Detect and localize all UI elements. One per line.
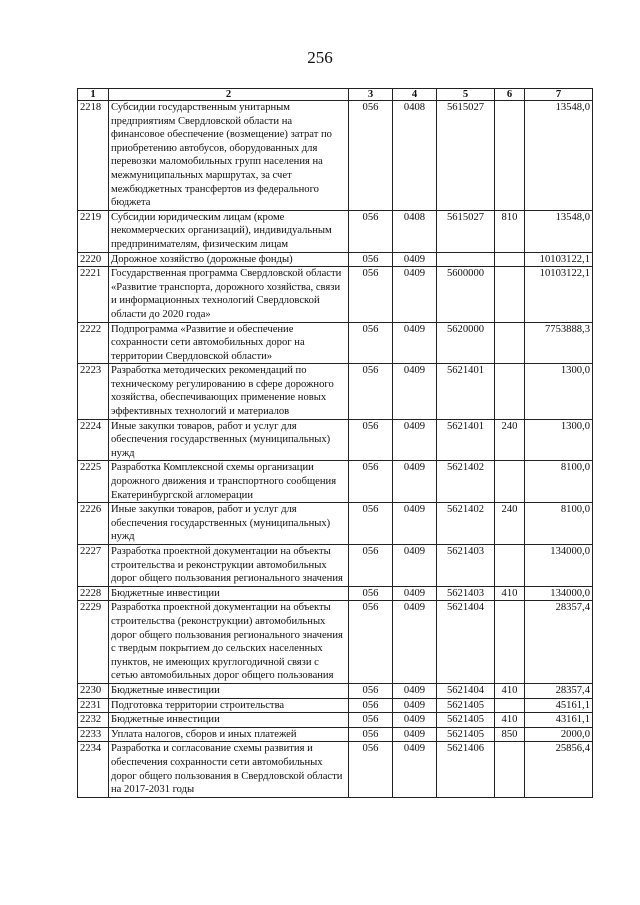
row-section-code: 0408 <box>393 101 437 211</box>
row-name: Субсидии государственным унитарным предприятиям Свердловской области на финансовое обеспечение (возмещение) затрат по приобретению автобусов, оборудованных для перевозки маломобильных групп населения на межмуниципальных маршрутах, за счет межбюджетных трансфертов из федерального бюджета <box>109 101 349 211</box>
row-amount: 1300,0 <box>525 419 593 461</box>
row-section-code: 0409 <box>393 503 437 545</box>
row-name: Разработка проектной документации на объекты строительства (реконструкции) автомобильных дорог общего пользования регионального значения с твердым покрытием до сельских населенных пунктов, не имеющих круглогодичной связи с сетью автомобильных дорог общего пользования <box>109 601 349 684</box>
column-header-6: 6 <box>495 89 525 101</box>
table-row <box>78 742 593 797</box>
row-expense-type <box>495 545 525 587</box>
row-amount: 134000,0 <box>525 586 593 601</box>
row-expense-type <box>495 364 525 419</box>
row-name: Бюджетные инвестиции <box>109 713 349 728</box>
row-section-code: 0409 <box>393 364 437 419</box>
table-row <box>78 364 593 419</box>
row-amount: 13548,0 <box>525 210 593 252</box>
row-section-code: 0409 <box>393 742 437 797</box>
row-target-code <box>437 252 495 267</box>
row-target-code: 5621404 <box>437 601 495 684</box>
column-header-2: 2 <box>109 89 349 101</box>
table-row <box>78 503 593 545</box>
table-row <box>78 727 593 742</box>
row-number: 2231 <box>78 698 109 713</box>
row-amount: 134000,0 <box>525 545 593 587</box>
row-section-code: 0409 <box>393 698 437 713</box>
row-expense-type <box>495 252 525 267</box>
row-target-code: 5621405 <box>437 713 495 728</box>
row-admin-code: 056 <box>349 322 393 364</box>
row-expense-type <box>495 322 525 364</box>
table-row <box>78 683 593 698</box>
row-number: 2222 <box>78 322 109 364</box>
row-name: Субсидии юридическим лицам (кроме некоммерческих организаций), индивидуальным предпринимателям, физическим лицам <box>109 210 349 252</box>
row-target-code: 5621406 <box>437 742 495 797</box>
row-admin-code: 056 <box>349 461 393 503</box>
row-admin-code: 056 <box>349 364 393 419</box>
row-expense-type <box>495 101 525 211</box>
row-section-code: 0409 <box>393 586 437 601</box>
row-admin-code: 056 <box>349 713 393 728</box>
row-number: 2232 <box>78 713 109 728</box>
column-header-1: 1 <box>78 89 109 101</box>
table-row <box>78 461 593 503</box>
row-target-code: 5621401 <box>437 364 495 419</box>
row-name: Государственная программа Свердловской области «Развитие транспорта, дорожного хозяйства, связи и информационных технологий Свердловской области до 2020 года» <box>109 267 349 322</box>
row-number: 2225 <box>78 461 109 503</box>
row-target-code: 5615027 <box>437 101 495 211</box>
row-name: Иные закупки товаров, работ и услуг для обеспечения государственных (муниципальных) нужд <box>109 419 349 461</box>
row-expense-type: 240 <box>495 419 525 461</box>
row-amount: 2000,0 <box>525 727 593 742</box>
row-name: Дорожное хозяйство (дорожные фонды) <box>109 252 349 267</box>
row-target-code: 5621401 <box>437 419 495 461</box>
row-number: 2218 <box>78 101 109 211</box>
column-header-7: 7 <box>525 89 593 101</box>
row-name: Подготовка территории строительства <box>109 698 349 713</box>
row-name: Бюджетные инвестиции <box>109 586 349 601</box>
table-row <box>78 322 593 364</box>
row-expense-type: 240 <box>495 503 525 545</box>
column-header-4: 4 <box>393 89 437 101</box>
row-number: 2224 <box>78 419 109 461</box>
header-row <box>78 89 593 101</box>
row-admin-code: 056 <box>349 586 393 601</box>
row-target-code: 5621404 <box>437 683 495 698</box>
row-expense-type: 850 <box>495 727 525 742</box>
row-section-code: 0409 <box>393 252 437 267</box>
row-number: 2226 <box>78 503 109 545</box>
row-name: Разработка и согласование схемы развития и обеспечения сохранности сети автомобильных дорог общего пользования в Свердловской области на 2017-2031 годы <box>109 742 349 797</box>
row-admin-code: 056 <box>349 545 393 587</box>
row-amount: 28357,4 <box>525 683 593 698</box>
row-number: 2219 <box>78 210 109 252</box>
row-expense-type <box>495 267 525 322</box>
row-expense-type: 410 <box>495 683 525 698</box>
row-section-code: 0409 <box>393 713 437 728</box>
row-name: Бюджетные инвестиции <box>109 683 349 698</box>
row-amount: 1300,0 <box>525 364 593 419</box>
column-header-3: 3 <box>349 89 393 101</box>
row-expense-type <box>495 742 525 797</box>
row-amount: 28357,4 <box>525 601 593 684</box>
row-target-code: 5620000 <box>437 322 495 364</box>
row-number: 2221 <box>78 267 109 322</box>
row-target-code: 5621403 <box>437 586 495 601</box>
row-name: Разработка проектной документации на объекты строительства и реконструкции автомобильных дорог общего пользования регионального значения <box>109 545 349 587</box>
row-amount: 8100,0 <box>525 503 593 545</box>
row-admin-code: 056 <box>349 683 393 698</box>
row-admin-code: 056 <box>349 601 393 684</box>
row-name: Подпрограмма «Развитие и обеспечение сохранности сети автомобильных дорог на территории Свердловской области» <box>109 322 349 364</box>
row-amount: 25856,4 <box>525 742 593 797</box>
page-number: 256 <box>307 48 333 67</box>
row-admin-code: 056 <box>349 698 393 713</box>
row-amount: 43161,1 <box>525 713 593 728</box>
row-number: 2227 <box>78 545 109 587</box>
row-target-code: 5621405 <box>437 727 495 742</box>
table-row <box>78 210 593 252</box>
row-amount: 10103122,1 <box>525 252 593 267</box>
row-name: Разработка Комплексной схемы организации дорожного движения и транспортного сообщения Екатеринбургской агломерации <box>109 461 349 503</box>
row-admin-code: 056 <box>349 742 393 797</box>
row-admin-code: 056 <box>349 419 393 461</box>
row-expense-type: 410 <box>495 586 525 601</box>
row-amount: 8100,0 <box>525 461 593 503</box>
row-section-code: 0409 <box>393 267 437 322</box>
column-header-5: 5 <box>437 89 495 101</box>
row-amount: 10103122,1 <box>525 267 593 322</box>
table-row <box>78 252 593 267</box>
table-row <box>78 713 593 728</box>
row-number: 2234 <box>78 742 109 797</box>
row-expense-type <box>495 698 525 713</box>
row-expense-type: 410 <box>495 713 525 728</box>
row-admin-code: 056 <box>349 210 393 252</box>
row-admin-code: 056 <box>349 503 393 545</box>
row-number: 2229 <box>78 601 109 684</box>
row-expense-type <box>495 601 525 684</box>
row-amount: 13548,0 <box>525 101 593 211</box>
row-target-code: 5621403 <box>437 545 495 587</box>
table-row <box>78 101 593 211</box>
row-target-code: 5615027 <box>437 210 495 252</box>
row-number: 2223 <box>78 364 109 419</box>
row-section-code: 0409 <box>393 601 437 684</box>
table-row <box>78 267 593 322</box>
row-admin-code: 056 <box>349 101 393 211</box>
row-number: 2233 <box>78 727 109 742</box>
row-name: Уплата налогов, сборов и иных платежей <box>109 727 349 742</box>
row-section-code: 0409 <box>393 727 437 742</box>
row-section-code: 0408 <box>393 210 437 252</box>
table-row <box>78 419 593 461</box>
row-amount: 45161,1 <box>525 698 593 713</box>
row-section-code: 0409 <box>393 545 437 587</box>
row-target-code: 5600000 <box>437 267 495 322</box>
row-target-code: 5621405 <box>437 698 495 713</box>
row-section-code: 0409 <box>393 683 437 698</box>
row-expense-type: 810 <box>495 210 525 252</box>
row-number: 2230 <box>78 683 109 698</box>
table-row <box>78 545 593 587</box>
table-row <box>78 586 593 601</box>
row-number: 2228 <box>78 586 109 601</box>
budget-table <box>77 88 593 798</box>
row-admin-code: 056 <box>349 267 393 322</box>
row-amount: 7753888,3 <box>525 322 593 364</box>
row-section-code: 0409 <box>393 419 437 461</box>
row-section-code: 0409 <box>393 461 437 503</box>
table-row <box>78 698 593 713</box>
table-body <box>78 101 593 798</box>
row-target-code: 5621402 <box>437 503 495 545</box>
row-name: Иные закупки товаров, работ и услуг для обеспечения государственных (муниципальных) нужд <box>109 503 349 545</box>
row-expense-type <box>495 461 525 503</box>
row-name: Разработка методических рекомендаций по техническому регулированию в сфере дорожного хозяйства, обеспечивающих применение новых эффективных технологий и материалов <box>109 364 349 419</box>
row-section-code: 0409 <box>393 322 437 364</box>
table-row <box>78 601 593 684</box>
row-target-code: 5621402 <box>437 461 495 503</box>
row-admin-code: 056 <box>349 252 393 267</box>
row-admin-code: 056 <box>349 727 393 742</box>
row-number: 2220 <box>78 252 109 267</box>
